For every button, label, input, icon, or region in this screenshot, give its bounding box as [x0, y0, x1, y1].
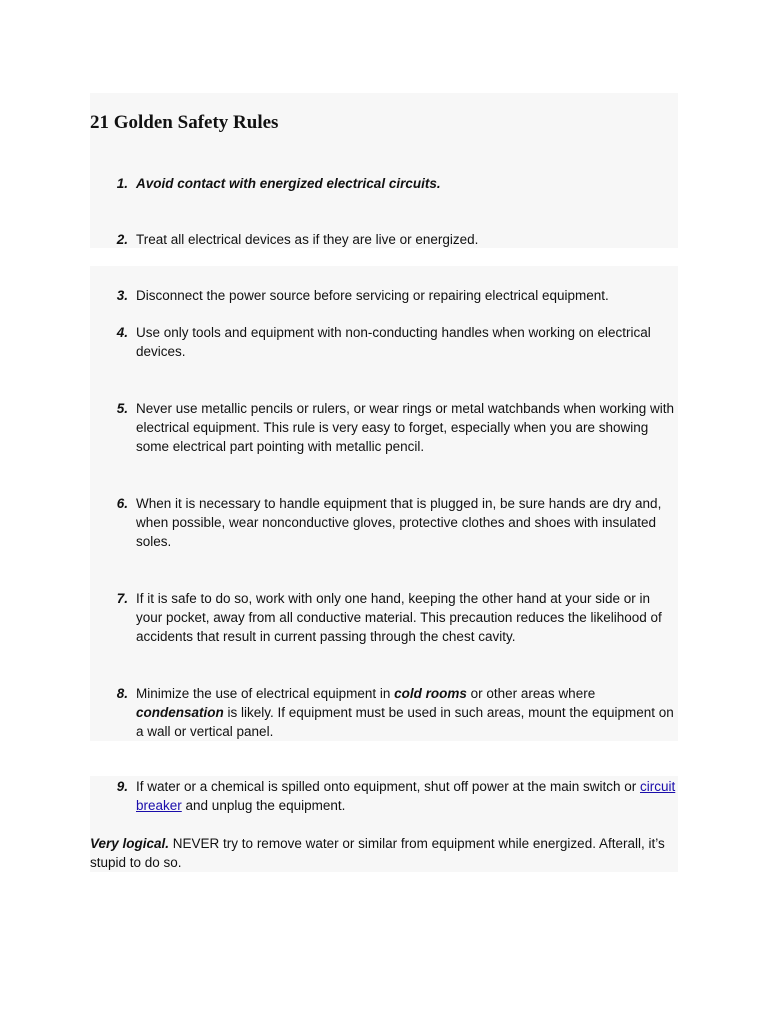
- page-title: 21 Golden Safety Rules: [90, 112, 279, 133]
- list-text: If it is safe to do so, work with only one hand, keeping the other hand at your side or in your pocket, away from all conductive material. This precaution reduces the likelihood of accidents that result in current passing through the chest cavity.: [136, 591, 662, 644]
- list-text-part: is likely. If equipment must be used in such areas, mount the equipment on a wall or vertical panel.: [136, 705, 674, 739]
- list-number: 3.: [116, 288, 128, 303]
- list-number: 9.: [116, 779, 128, 794]
- list-number: 6.: [116, 496, 128, 511]
- list-text-part: and unplug the equipment.: [181, 798, 346, 813]
- list-text: Avoid contact with energized electrical circuits.: [136, 176, 441, 191]
- list-number: 4.: [116, 325, 128, 340]
- list-number: 2.: [116, 232, 128, 247]
- closing-note: [90, 834, 680, 872]
- list-number: 5.: [116, 401, 128, 416]
- list-text-part: or other areas where: [466, 686, 596, 701]
- emphasis-cold-rooms: cold rooms: [394, 686, 467, 701]
- closing-note-emphasis: Very logical.: [90, 836, 170, 851]
- list-text: Use only tools and equipment with non-conducting handles when working on electrical devices.: [136, 325, 651, 359]
- list-text: [136, 684, 680, 741]
- list-text-part: Minimize the use of electrical equipment in: [136, 686, 395, 701]
- list-text: Disconnect the power source before servicing or repairing electrical equipment.: [136, 288, 609, 303]
- list-text: [136, 777, 680, 815]
- list-number: 7.: [116, 591, 128, 606]
- list-text: When it is necessary to handle equipment that is plugged in, be sure hands are dry and, when possible, wear nonconductive gloves, protective clothes and shoes with insulated soles.: [136, 496, 662, 549]
- list-text: Treat all electrical devices as if they are live or energized.: [136, 232, 479, 247]
- emphasis-condensation: condensation: [136, 705, 224, 720]
- closing-note-text: NEVER try to remove water or similar from equipment while energized. Afterall, it’s stupid to do so.: [90, 836, 665, 870]
- list-number: 1.: [116, 176, 128, 191]
- circuit-breaker-link[interactable]: circuit breaker: [136, 779, 676, 813]
- list-text-part: If water or a chemical is spilled onto equipment, shut off power at the main switch or: [136, 779, 640, 794]
- list-text: Never use metallic pencils or rulers, or wear rings or metal watchbands when working with electrical equipment. This rule is very easy to forget, especially when you are showing some electrical part pointing with metallic pencil.: [136, 401, 674, 454]
- list-number: 8.: [116, 686, 128, 701]
